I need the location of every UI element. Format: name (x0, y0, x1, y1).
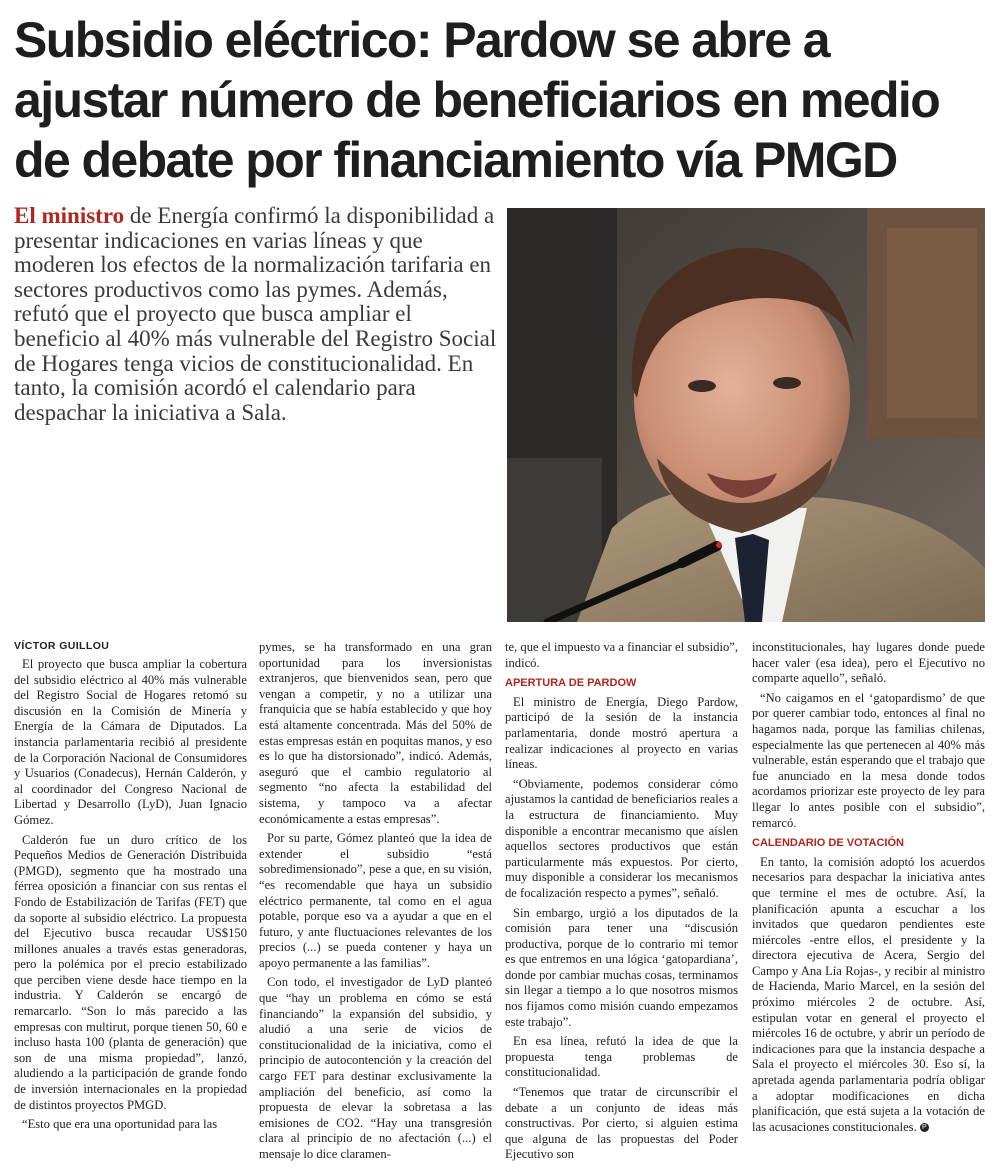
article-paragraph (752, 691, 985, 831)
byline: VÍCTOR GUILLOU (14, 640, 110, 652)
article-paragraph (505, 906, 738, 1031)
article-paragraph (505, 777, 738, 902)
paragraph-text: inconstitucionales, hay lugares donde puede hacer valer (esa idea), pero el Ejecutivo no comparte aquello”, señaló. (752, 640, 985, 686)
paragraph-text: Calderón fue un duro crítico de los Pequeños Medios de Generación Distribuida (PMGD), segmento que ha mostrado una férrea oposición a financiar con sus rentas el Fondo de Estabilización de Tarifas (FET) que da soporte al subsidio eléctrico. La propuesta del Ejecutivo busca recaudar US$150 millones anuales a través estas generadoras, pero la polémica por el precio estabilizado que perciben viene desde hace tiempo en la industria. Y Calderón se encargó de remarcarlo. “Son lo más parecido a las empresas con multirut, porque tienen 50, 60 e incluso hasta 100 (planta de generación) que son de una misma propiedad”, lanzó, aludiendo a la participación de grande fondo de inversión internacionales en la propiedad de distintos proyectos PMGD. (14, 832, 247, 1112)
paragraph-text: APERTURA DE PARDOW (505, 677, 637, 690)
article-paragraph (505, 695, 738, 773)
article-column-1 (14, 657, 247, 1137)
article-paragraph (259, 975, 492, 1162)
article-paragraph (752, 640, 985, 687)
paragraph-text: Por su parte, Gómez planteó que la idea de extender el subsidio “está sobredimensionado”, pese a que, en su visión, “es recomendable que haya un subsidio eléctrico permanente, tal como en el agua potable, porque eso va a ayudar a que en el futuro, y ante fluctuaciones relevantes de los precios (...) se pueda contener y haya un apoyo permanente a las familias”. (259, 831, 492, 970)
article-paragraph (505, 1034, 738, 1081)
paragraph-text: “Tenemos que tratar de circunscribir el debate a un conjunto de ideas más constructivas. Por cierto, si alguien estima que alguna de las propuestas del Poder Ejecutivo son (505, 1085, 738, 1162)
headline: Subsidio eléctrico: Pardow se abre a ajustar número de beneficiarios en medio de debate por financiamiento vía PMGD (14, 12, 940, 188)
article-paragraph (259, 831, 492, 971)
section-heading (752, 836, 985, 852)
article-paragraph (505, 640, 738, 671)
section-heading (505, 676, 738, 692)
paragraph-text: Sin embargo, urgió a los diputados de la comisión para tener una “discusión productiva, porque de lo contrario mi temor es que entremos en una lógica ‘gatopardiana’, donde por cambiar muchas cosas, terminamos sin llegar a tiempo a lo que nosotros mismos nos fijamos como misión cuando empezamos este trabajo”. (505, 905, 738, 1029)
paragraph-text: te, que el impuesto va a financiar el subsidio”, indicó. (505, 640, 738, 670)
paragraph-text: Con todo, el investigador de LyD planteó que “hay un problema en cómo se está financiando” la expansión del subsidio, y aludió a una serie de vicios de constitucionalidad de la iniciativa, como el principio de autocontención y la creación del cargo FET para destinar exclusivamente la ampliación del beneficio, así como la propuesta de elevar la sobretasa a las emisiones de CO2. “Hay una transgresión clara al principio de no afectación (...) el mensaje lo dice claramen- (259, 975, 492, 1161)
minister-photo-illustration (507, 208, 985, 622)
article-paragraph (14, 1117, 247, 1133)
paragraph-text: “No caigamos en el ‘gatopardismo’ de que por querer cambiar todo, entonces al final no hagamos nada, porque las familias chilenas, especialmente las que pertenecen al 40% más vulnerable, están esperando que el trabajo que fue anunciado en la mesa donde todos acordamos priorizar este proyecto de ley para llegar lo antes posible con el subsidio”, remarcó. (752, 690, 985, 830)
article-paragraph (14, 657, 247, 829)
end-mark-icon: P (920, 1123, 929, 1132)
article-paragraph (14, 833, 247, 1114)
paragraph-text: “Obviamente, podemos considerar cómo ajustamos la cantidad de beneficiarios reales a la estructura de financiamiento. Muy disponible a encontrar mecanismo que aíslen aquellos sectores productivos que están particularmente más expuestos. Por cierto, muy disponible a considerar los mecanismos de focalización respecto a pymes”, señaló. (505, 776, 738, 900)
paragraph-text: El proyecto que busca ampliar la cobertura del subsidio eléctrico al 40% más vulnerable del Registro Social de Hogares retomó su discusión en la Comisión de Minería y Energía de la Cámara de Diputados. La instancia parlamentaria recibió al presidente de la Corporación Nacional de Consumidores y Usuarios (Conadecus), Hernán Calderón, y al coordinador del Congreso Nacional de Libertad y Desarrollo (LyD), Juan Ignacio Gómez. (14, 657, 247, 827)
lead-kicker: El ministro (14, 203, 125, 228)
paragraph-text: El ministro de Energía, Diego Pardow, participó de la sesión de la instancia parlamentaria, donde mostró apertura a realizar indicaciones al proyecto en varias líneas. (505, 694, 738, 772)
lead-paragraph (14, 204, 500, 425)
minister-photo (507, 208, 985, 622)
article-column-3 (505, 640, 738, 1167)
paragraph-text: pymes, se ha transformado en una gran oportunidad para los inversionistas extranjeros, que bienvenidos sean, pero que vengan a competir, y no a utilizar una franquicia que se había establecido y que hoy está altamente concentrada. Más del 50% de estas empresas están en poquitas manos, y eso es lo que ha distorsionado”, indicó. Además, aseguró que el cambio regulatorio al segmento “no afecta la estabilidad del sistema, y tampoco va a afectar económicamente a estas empresas”. (259, 640, 492, 826)
article-column-4 (752, 640, 985, 1139)
paragraph-text: “Esto que era una oportunidad para las (22, 1117, 218, 1132)
article-paragraph (505, 1085, 738, 1163)
paragraph-text: CALENDARIO DE VOTACIÓN (752, 837, 904, 850)
article-column-2 (259, 640, 492, 1167)
paragraph-text: En tanto, la comisión adoptó los acuerdos necesarios para despachar la iniciativa antes que termine el mes de octubre. Así, la planificación apunta a escuchar a los invitados que quedaron pendientes este miércoles -entre ellos, el presidente y la directora ejecutiva de Acera, Sergio del Campo y Ana Lía Rojas-, y recibir al ministro de Hacienda, Mario Marcel, en la sesión del próximo miércoles 2 de octubre. Así, estipulan votar en general el proyecto el miércoles 16 de octubre, y abrir un período de indicaciones para que la instancia despache a Sala el proyecto el miércoles 30. Eso sí, la apretada agenda parlamentaria podría obligar a adoptar modificaciones en dicha planificación, que está sujeta a la votación de las acusaciones constitucionales. (752, 854, 985, 1134)
lead-text: de Energía confirmó la disponibilidad a presentar indicaciones en varias líneas y que moderen los efectos de la normalización tarifaria en sectores productivos como las pymes. Además, refutó que el proyecto que busca ampliar el beneficio al 40% más vulnerable del Registro Social de Hogares tenga vicios de constitucionalidad. En tanto, la comisión acordó el calendario para despachar la iniciativa a Sala. (14, 203, 497, 425)
paragraph-text: En esa línea, refutó la idea de que la propuesta tenga problemas de constitucionalidad. (505, 1034, 738, 1080)
article-paragraph (752, 855, 985, 1136)
article-paragraph (259, 640, 492, 827)
